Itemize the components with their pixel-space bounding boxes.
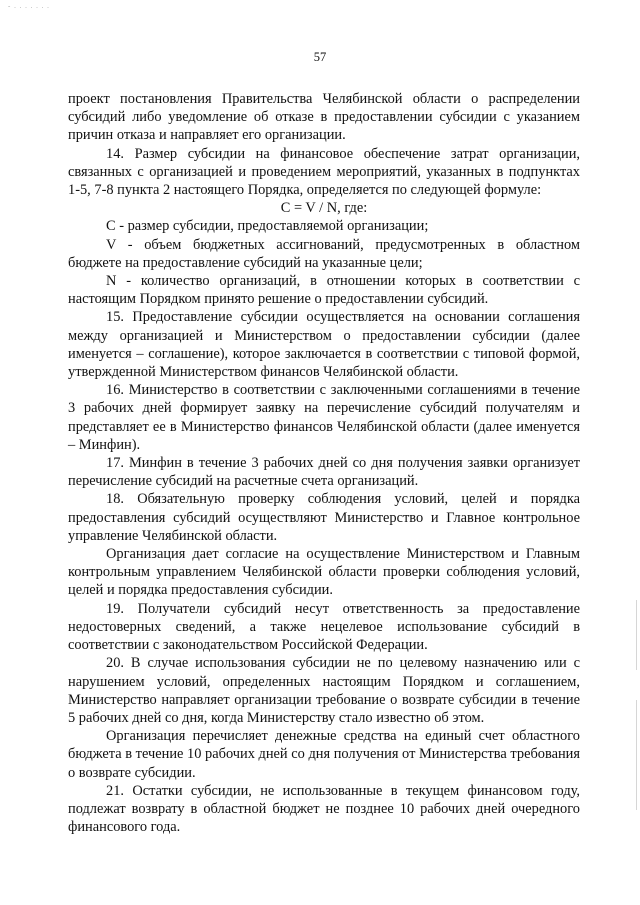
paragraph-14: 14. Размер субсидии на финансовое обеспечение затрат организации, связанных с организацией и проведением мероприятий, указанных в подпунктах 1-5, 7-8 пункта 2 настоящего Порядка, определяется по следующей формуле: <box>68 145 580 199</box>
paragraph-19: 19. Получатели субсидий несут ответственность за предоставление недостоверных сведений, а также нецелевое использование субсидий в соответствии с законодательством Российской Федерации. <box>68 600 580 654</box>
formula-definition-n: N - количество организаций, в отношении которых в соответствии с настоящим Порядком принято решение о предоставлении субсидий. <box>68 273 580 308</box>
page-number: 57 <box>313 50 327 64</box>
paragraph-17: 17. Минфин в течение 3 рабочих дней со дня получения заявки организует перечисление субсидий на расчетные счета организаций. <box>68 455 580 490</box>
scan-edge-line <box>636 600 637 670</box>
formula-definition-v: V - объем бюджетных ассигнований, предусмотренных в областном бюджете на предоставление субсидий на указанные цели; <box>68 236 580 271</box>
paragraph-20: 20. В случае использования субсидии не по целевому назначению или с нарушением условий, определенных настоящим Порядком и соглашением, Министерство направляет организации требование о возврате субсидии в течение 5 рабочих дней со дня, когда Министерству стало известно об этом. <box>68 655 580 726</box>
paragraph-15: 15. Предоставление субсидии осуществляется на основании соглашения между организацией и Министерством о предоставлении субсидии (далее именуется – соглашение), которое заключается в соответствии с типовой формой, утвержденной Министерством финансов Челябинской области. <box>68 309 580 381</box>
paragraph-20-refund: Организация перечисляет денежные средства на единый счет областного бюджета в течение 10 рабочих дней со дня получения от Министерства требования о возврате субсидии. <box>68 728 580 781</box>
paragraph-continuation: проект постановления Правительства Челябинской области о распределении субсидий либо уведомление об отказе в предоставлении субсидии с указанием причин отказа и направляет его организации. <box>68 91 580 144</box>
paragraph-21: 21. Остатки субсидии, не использованные в текущем финансовом году, подлежат возврату в областной бюджет не позднее 10 рабочих дней очередного финансового года. <box>68 782 580 836</box>
scan-edge-line <box>636 700 637 810</box>
formula-definition-c: C - размер субсидии, предоставляемой организации; <box>106 218 429 235</box>
paragraph-18-consent: Организация дает согласие на осуществление Министерством и Главным контрольным управлением Челябинской области проверки соблюдения условий, целей и порядка предоставления субсидии. <box>68 546 580 599</box>
formula: C = V / N, где: <box>280 200 368 217</box>
paragraph-18: 18. Обязательную проверку соблюдения условий, целей и порядка предоставления субсидий осуществляют Министерство и Главное контрольное управление Челябинской области. <box>68 491 580 544</box>
scan-corner-mark: - . . . . . . . <box>8 2 50 10</box>
paragraph-16: 16. Министерство в соответствии с заключенными соглашениями в течение 3 рабочих дней формирует заявку на перечисление субсидий получателям и представляет ее в Министерство финансов Челябинской области (далее именуется – Минфин). <box>68 382 580 453</box>
document-body <box>68 90 580 836</box>
